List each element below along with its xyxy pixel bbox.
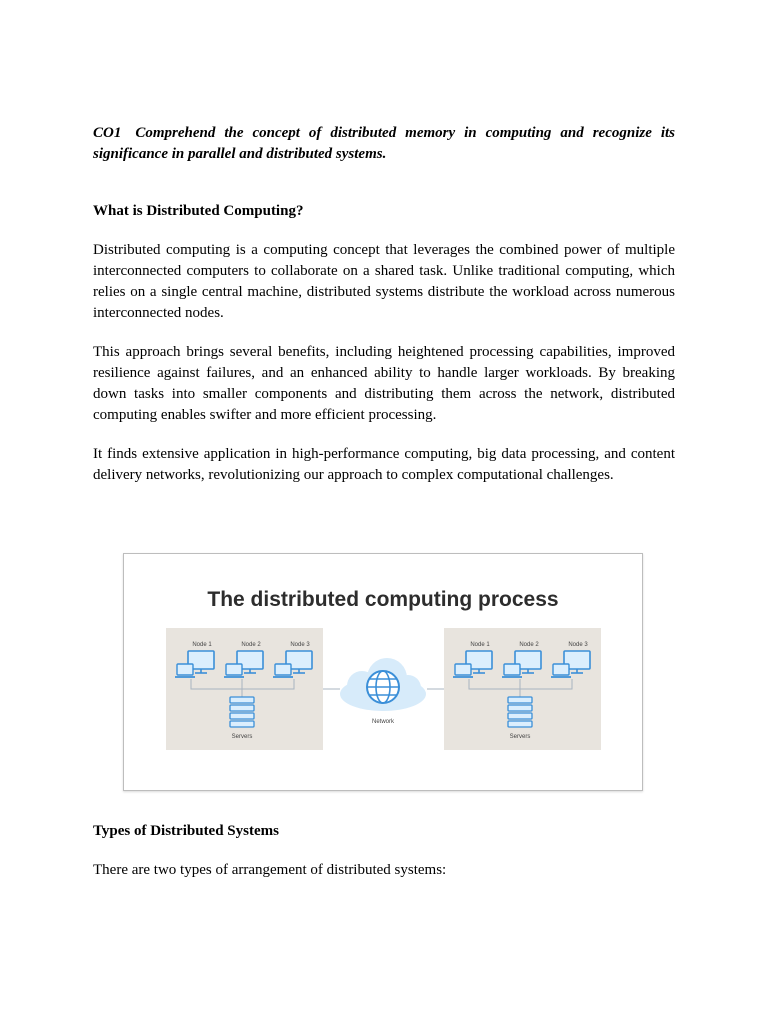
course-objective bbox=[93, 123, 675, 165]
figure-diagram bbox=[124, 554, 642, 790]
network bbox=[323, 658, 444, 725]
left-node-2-label: Node 2 bbox=[241, 642, 261, 648]
section-heading-types: Types of Distributed Systems bbox=[93, 823, 279, 839]
right-node-1-label: Node 1 bbox=[470, 642, 490, 648]
laptop-icon bbox=[273, 664, 293, 677]
right-node-3-label: Node 3 bbox=[568, 642, 588, 648]
globe-icon bbox=[367, 671, 399, 703]
section-heading-what-is: What is Distributed Computing? bbox=[93, 203, 304, 219]
paragraph-3: It finds extensive application in high-performance computing, big data processing, and content delivery networks, revolutionizing our approach to complex computational challenges. bbox=[93, 446, 675, 483]
paragraph-1: Distributed computing is a computing concept that leverages the combined power of multiple interconnected computers to collaborate on a shared task. Unlike traditional computing, which relies on a single central machine, distributed systems distribute the workload across numerous interconnected nodes. bbox=[93, 242, 675, 321]
laptop-icon bbox=[175, 664, 195, 677]
network-label: Network bbox=[371, 719, 395, 725]
document-body bbox=[93, 123, 675, 486]
left-cluster bbox=[166, 628, 323, 750]
distributed-computing-figure bbox=[123, 553, 643, 791]
laptop-icon bbox=[502, 664, 522, 677]
figure-title: The distributed computing process bbox=[207, 588, 559, 611]
laptop-icon bbox=[453, 664, 473, 677]
document-body-lower bbox=[93, 821, 675, 881]
laptop-icon bbox=[551, 664, 571, 677]
objective-text: Comprehend the concept of distributed memory in computing and recognize its significance in parallel and distributed systems. bbox=[93, 125, 675, 162]
paragraph-types: There are two types of arrangement of distributed systems: bbox=[93, 862, 447, 878]
laptop-icon bbox=[224, 664, 244, 677]
left-node-3-label: Node 3 bbox=[290, 642, 310, 648]
right-servers-label: Servers bbox=[509, 734, 531, 740]
left-servers-label: Servers bbox=[231, 734, 253, 740]
right-node-2-label: Node 2 bbox=[519, 642, 539, 648]
paragraph-2: This approach brings several benefits, including heightened processing capabilities, improved resilience against failures, and an enhanced ability to handle larger workloads. By breaking down tasks into smaller components and distributing them across the network, distributed computing enables swifter and more efficient processing. bbox=[93, 344, 675, 423]
left-node-1-label: Node 1 bbox=[192, 642, 212, 648]
objective-id: CO1 bbox=[93, 125, 122, 141]
right-cluster bbox=[444, 628, 601, 750]
